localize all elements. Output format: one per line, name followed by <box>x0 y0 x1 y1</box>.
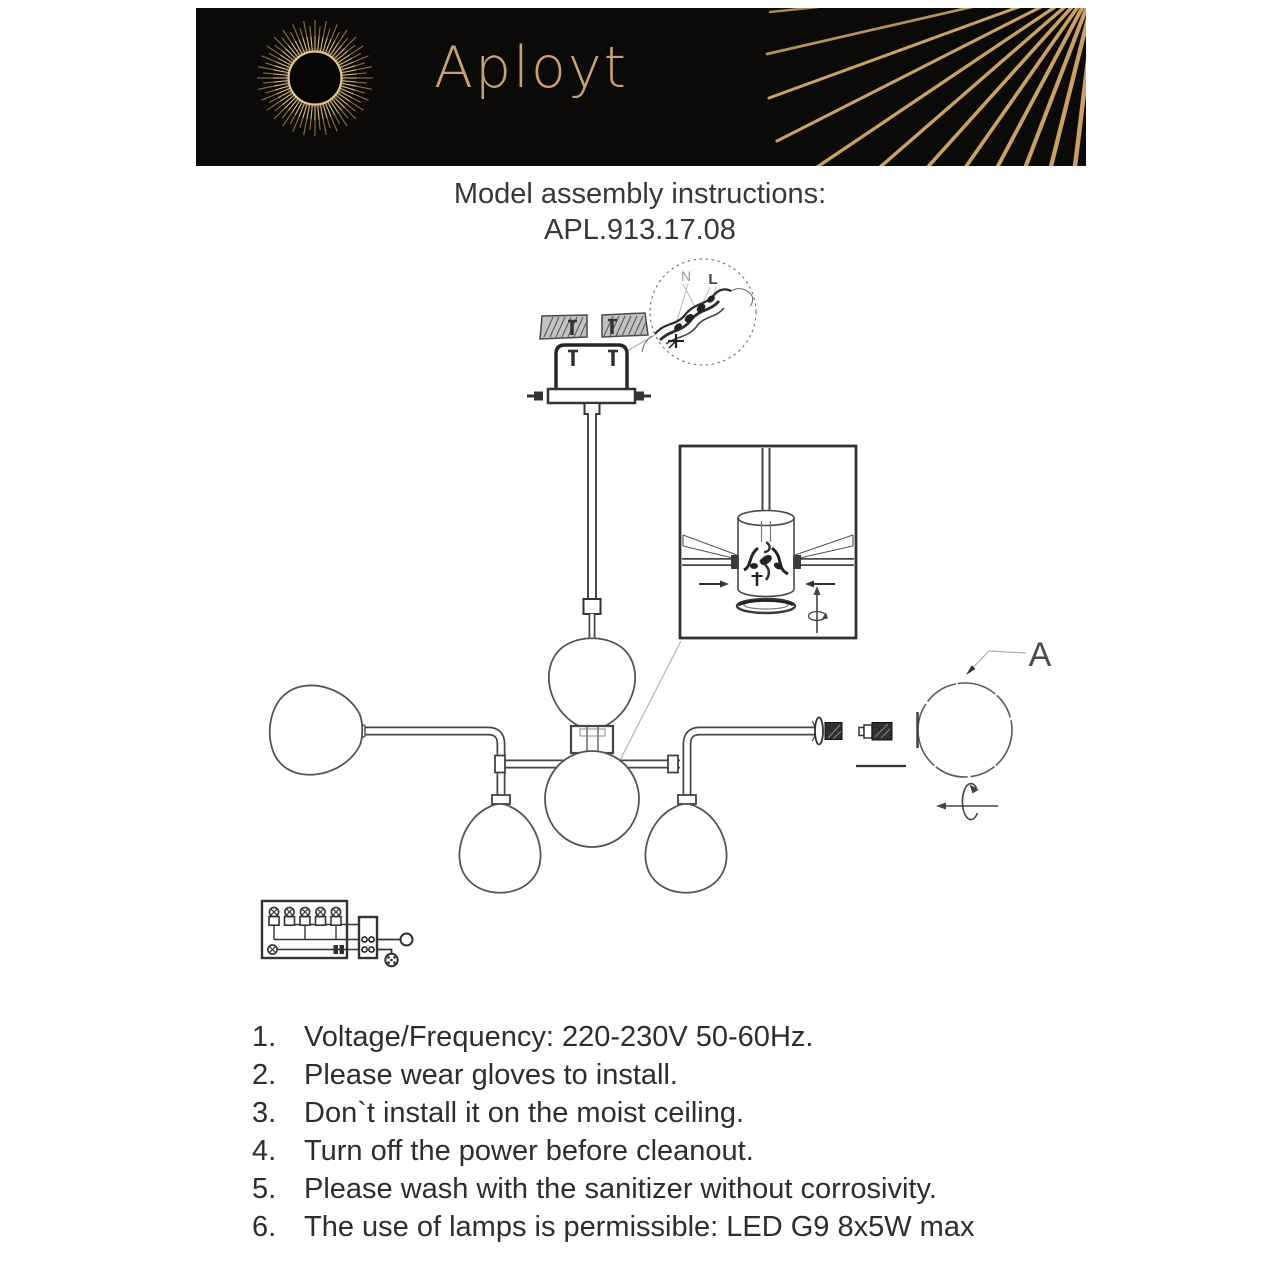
item-number: 2. <box>252 1059 277 1091</box>
center-globe <box>545 751 639 847</box>
mounting-plate <box>548 389 635 403</box>
item-number: 1. <box>252 1021 277 1053</box>
central-hub <box>571 726 613 753</box>
item-number: 5. <box>252 1173 277 1205</box>
detail-view-label: A <box>1028 636 1052 674</box>
instruction-list <box>252 1022 1112 1250</box>
item-text: Please wear gloves to install. <box>304 1059 678 1091</box>
model-number: APL.913.17.08 <box>544 214 736 246</box>
plug-connector-icon <box>385 954 397 966</box>
item-text: Turn off the power before cleanout. <box>304 1135 754 1167</box>
wiring-detail-circle <box>627 259 756 365</box>
item-number: 3. <box>252 1097 277 1129</box>
instruction-item <box>252 1174 1112 1204</box>
g9-bulb-icon <box>856 723 906 767</box>
lower-right-globe <box>645 804 726 893</box>
item-number: 4. <box>252 1135 277 1167</box>
brand-name: Aployt <box>434 35 628 101</box>
neutral-wire-label: N <box>680 268 692 284</box>
item-text: The use of lamps is permissible: LED G9 8x5W max <box>304 1211 975 1243</box>
suspension-rod <box>584 413 601 640</box>
rotate-globe-icon <box>936 784 998 820</box>
ceiling-canopy <box>527 345 651 414</box>
glass-globe-detail <box>918 636 1052 820</box>
left-globe <box>270 685 363 774</box>
socket-exploded <box>812 718 842 745</box>
page-title: Model assembly instructions: <box>453 178 827 210</box>
instruction-item <box>252 1022 1112 1052</box>
item-number: 6. <box>252 1211 277 1243</box>
instruction-item <box>252 1212 1112 1242</box>
circuit-diagram <box>262 901 413 966</box>
rod-coupler <box>584 599 601 614</box>
hub-detail-box <box>680 446 856 638</box>
live-wire-label: L <box>708 271 718 288</box>
top-globe <box>549 638 635 729</box>
instruction-item <box>252 1098 1112 1128</box>
item-text: Don`t install it on the moist ceiling. <box>304 1097 745 1129</box>
instruction-item <box>252 1136 1112 1166</box>
item-text: Voltage/Frequency: 220-230V 50-60Hz. <box>304 1021 814 1053</box>
ceiling-slab <box>540 313 648 339</box>
instruction-item <box>252 1060 1112 1090</box>
terminal-block <box>359 917 377 958</box>
item-text: Please wash with the sanitizer without corrosivity. <box>304 1173 937 1205</box>
lower-left-globe <box>459 804 540 893</box>
